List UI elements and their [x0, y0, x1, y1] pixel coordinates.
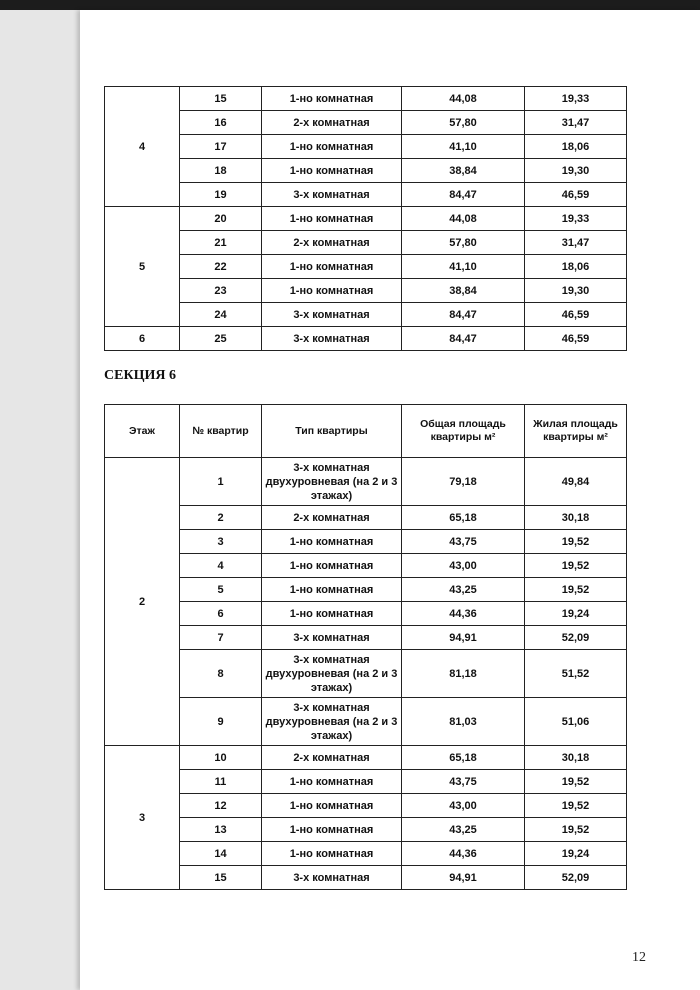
apartment-type-cell: 1-но комнатная — [262, 602, 402, 626]
total-area-cell: 38,84 — [402, 279, 525, 303]
total-area-cell: 43,25 — [402, 818, 525, 842]
apartment-type-cell: 3-х комнатная — [262, 866, 402, 890]
apartment-number-cell: 21 — [180, 231, 262, 255]
table-row — [105, 111, 627, 135]
apartment-type-cell: 1-но комнатная — [262, 530, 402, 554]
total-area-cell: 44,08 — [402, 207, 525, 231]
living-area-cell: 31,47 — [525, 111, 627, 135]
apartment-type-cell: 1-но комнатная — [262, 818, 402, 842]
total-area-cell: 65,18 — [402, 506, 525, 530]
apartment-type-cell: 3-х комнатная двухуровневая (на 2 и 3 этажах) — [262, 458, 402, 506]
apartment-number-cell: 12 — [180, 794, 262, 818]
total-area-cell: 65,18 — [402, 746, 525, 770]
living-area-cell: 18,06 — [525, 255, 627, 279]
table-row — [105, 231, 627, 255]
table-row — [105, 279, 627, 303]
apartment-type-cell: 3-х комнатная — [262, 327, 402, 351]
table-row — [105, 746, 627, 770]
total-area-cell: 38,84 — [402, 159, 525, 183]
apartment-type-cell: 2-х комнатная — [262, 111, 402, 135]
living-area-cell: 30,18 — [525, 746, 627, 770]
apartment-type-cell: 3-х комнатная двухуровневая (на 2 и 3 этажах) — [262, 650, 402, 698]
total-area-cell: 84,47 — [402, 303, 525, 327]
header-living-area: Жилая площадь квартиры м² — [525, 405, 627, 458]
living-area-cell: 52,09 — [525, 626, 627, 650]
floor-cell: 6 — [105, 327, 180, 351]
apartment-type-cell: 1-но комнатная — [262, 255, 402, 279]
table-row — [105, 650, 627, 698]
total-area-cell: 43,75 — [402, 770, 525, 794]
apartment-type-cell: 3-х комнатная — [262, 303, 402, 327]
living-area-cell: 19,33 — [525, 87, 627, 111]
apartment-type-cell: 1-но комнатная — [262, 135, 402, 159]
apartment-number-cell: 13 — [180, 818, 262, 842]
apartment-number-cell: 15 — [180, 87, 262, 111]
apartment-type-cell: 2-х комнатная — [262, 231, 402, 255]
table-row — [105, 135, 627, 159]
apartment-type-cell: 3-х комнатная двухуровневая (на 2 и 3 этажах) — [262, 698, 402, 746]
total-area-cell: 79,18 — [402, 458, 525, 506]
apartment-type-cell: 3-х комнатная — [262, 626, 402, 650]
apartment-number-cell: 22 — [180, 255, 262, 279]
living-area-cell: 19,52 — [525, 530, 627, 554]
apartment-number-cell: 1 — [180, 458, 262, 506]
apartment-type-cell: 1-но комнатная — [262, 207, 402, 231]
living-area-cell: 46,59 — [525, 327, 627, 351]
apartment-number-cell: 23 — [180, 279, 262, 303]
table-row — [105, 87, 627, 111]
table-row — [105, 770, 627, 794]
apartments-table-continued — [104, 86, 627, 351]
table-row — [105, 207, 627, 231]
section6-apartments-table — [104, 404, 627, 890]
floor-cell: 5 — [105, 207, 180, 327]
total-area-cell: 94,91 — [402, 626, 525, 650]
table-row — [105, 698, 627, 746]
apartment-number-cell: 24 — [180, 303, 262, 327]
table-row — [105, 602, 627, 626]
living-area-cell: 46,59 — [525, 303, 627, 327]
apartment-number-cell: 6 — [180, 602, 262, 626]
scan-left-margin — [0, 10, 80, 990]
apartment-number-cell: 9 — [180, 698, 262, 746]
living-area-cell: 52,09 — [525, 866, 627, 890]
total-area-cell: 43,25 — [402, 578, 525, 602]
apartment-number-cell: 19 — [180, 183, 262, 207]
living-area-cell: 49,84 — [525, 458, 627, 506]
table-row — [105, 183, 627, 207]
total-area-cell: 44,36 — [402, 842, 525, 866]
total-area-cell: 84,47 — [402, 183, 525, 207]
table-row — [105, 866, 627, 890]
total-area-cell: 57,80 — [402, 231, 525, 255]
apartment-number-cell: 18 — [180, 159, 262, 183]
total-area-cell: 81,03 — [402, 698, 525, 746]
header-apartment-type: Тип квартиры — [262, 405, 402, 458]
table-header-row — [105, 405, 627, 458]
total-area-cell: 43,75 — [402, 530, 525, 554]
living-area-cell: 19,52 — [525, 770, 627, 794]
apartment-type-cell: 1-но комнатная — [262, 794, 402, 818]
living-area-cell: 51,52 — [525, 650, 627, 698]
total-area-cell: 84,47 — [402, 327, 525, 351]
apartment-type-cell: 1-но комнатная — [262, 842, 402, 866]
total-area-cell: 94,91 — [402, 866, 525, 890]
apartment-type-cell: 2-х комнатная — [262, 506, 402, 530]
apartment-type-cell: 1-но комнатная — [262, 770, 402, 794]
header-apartment-number: № квартир — [180, 405, 262, 458]
living-area-cell: 19,52 — [525, 554, 627, 578]
living-area-cell: 19,52 — [525, 578, 627, 602]
apartment-number-cell: 5 — [180, 578, 262, 602]
living-area-cell: 19,30 — [525, 159, 627, 183]
table-row — [105, 255, 627, 279]
apartment-number-cell: 7 — [180, 626, 262, 650]
table-row — [105, 458, 627, 506]
living-area-cell: 19,52 — [525, 794, 627, 818]
apartment-type-cell: 1-но комнатная — [262, 578, 402, 602]
apartment-type-cell: 2-х комнатная — [262, 746, 402, 770]
total-area-cell: 43,00 — [402, 554, 525, 578]
total-area-cell: 41,10 — [402, 135, 525, 159]
apartment-type-cell: 1-но комнатная — [262, 159, 402, 183]
floor-cell: 3 — [105, 746, 180, 890]
table-row — [105, 506, 627, 530]
apartment-number-cell: 20 — [180, 207, 262, 231]
total-area-cell: 57,80 — [402, 111, 525, 135]
scan-top-edge — [0, 0, 700, 10]
living-area-cell: 31,47 — [525, 231, 627, 255]
apartment-number-cell: 17 — [180, 135, 262, 159]
living-area-cell: 51,06 — [525, 698, 627, 746]
apartment-type-cell: 1-но комнатная — [262, 554, 402, 578]
apartment-number-cell: 10 — [180, 746, 262, 770]
table-row — [105, 303, 627, 327]
total-area-cell: 81,18 — [402, 650, 525, 698]
apartment-type-cell: 1-но комнатная — [262, 279, 402, 303]
section6-table-body — [105, 458, 627, 890]
apartment-number-cell: 8 — [180, 650, 262, 698]
section-title: СЕКЦИЯ 6 — [104, 368, 176, 383]
apartment-type-cell: 3-х комнатная — [262, 183, 402, 207]
living-area-cell: 19,24 — [525, 602, 627, 626]
total-area-cell: 43,00 — [402, 794, 525, 818]
apartment-number-cell: 15 — [180, 866, 262, 890]
floor-cell: 2 — [105, 458, 180, 746]
apartment-number-cell: 25 — [180, 327, 262, 351]
living-area-cell: 19,30 — [525, 279, 627, 303]
table-row — [105, 159, 627, 183]
header-total-area: Общая площадь квартиры м² — [402, 405, 525, 458]
apartment-number-cell: 3 — [180, 530, 262, 554]
table-row — [105, 578, 627, 602]
table-row — [105, 818, 627, 842]
floor-cell: 4 — [105, 87, 180, 207]
total-area-cell: 41,10 — [402, 255, 525, 279]
living-area-cell: 46,59 — [525, 183, 627, 207]
living-area-cell: 19,33 — [525, 207, 627, 231]
table-row — [105, 626, 627, 650]
living-area-cell: 19,52 — [525, 818, 627, 842]
apartments-table-body — [105, 87, 627, 351]
table-row — [105, 794, 627, 818]
living-area-cell: 30,18 — [525, 506, 627, 530]
header-floor: Этаж — [105, 405, 180, 458]
apartment-number-cell: 4 — [180, 554, 262, 578]
table-row — [105, 530, 627, 554]
table-row — [105, 327, 627, 351]
total-area-cell: 44,36 — [402, 602, 525, 626]
page-number: 12 — [632, 950, 646, 965]
apartment-number-cell: 14 — [180, 842, 262, 866]
table-row — [105, 842, 627, 866]
living-area-cell: 19,24 — [525, 842, 627, 866]
total-area-cell: 44,08 — [402, 87, 525, 111]
apartment-number-cell: 16 — [180, 111, 262, 135]
living-area-cell: 18,06 — [525, 135, 627, 159]
apartment-type-cell: 1-но комнатная — [262, 87, 402, 111]
table-row — [105, 554, 627, 578]
apartment-number-cell: 2 — [180, 506, 262, 530]
apartment-number-cell: 11 — [180, 770, 262, 794]
